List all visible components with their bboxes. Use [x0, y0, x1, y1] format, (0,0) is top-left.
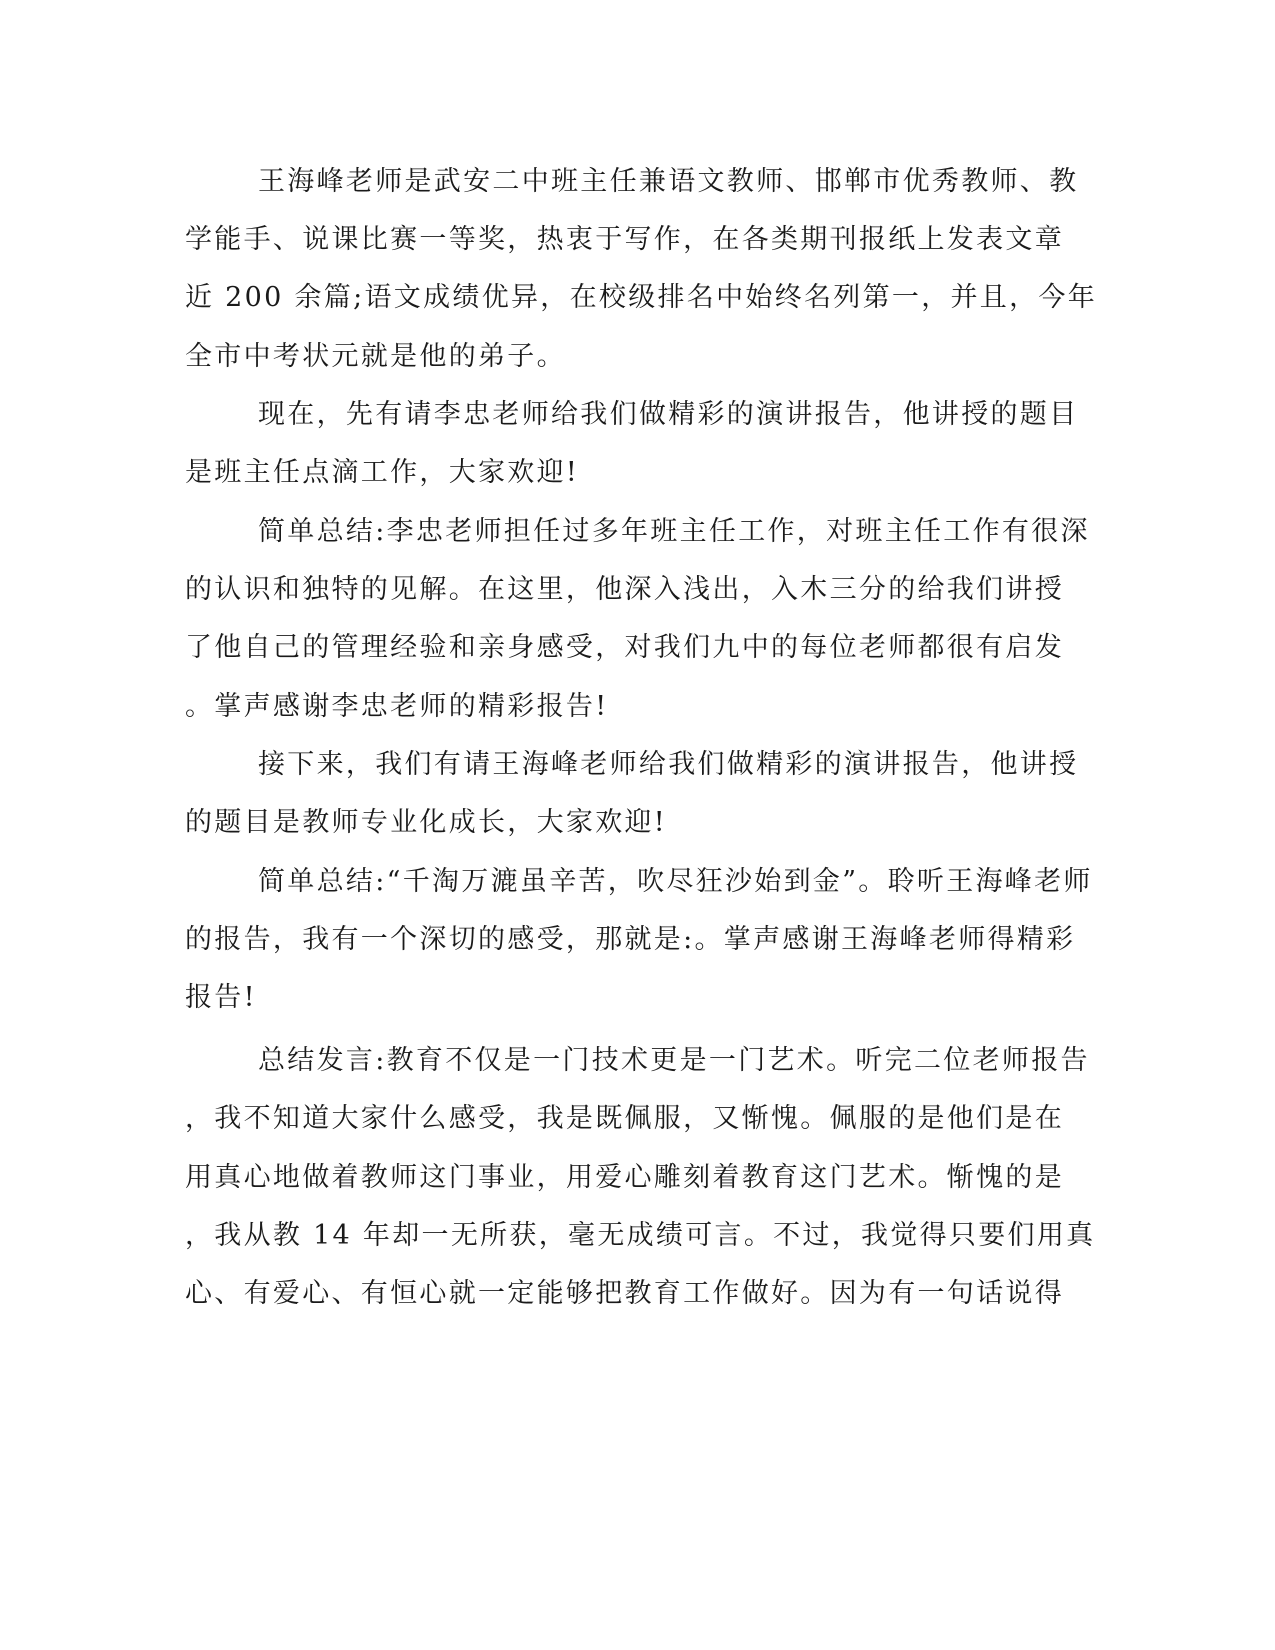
text-line: 。掌声感谢李忠老师的精彩报告! [185, 691, 609, 722]
text-line: 全市中考状元就是他的弟子。 [185, 341, 566, 372]
text-line: 简单总结:李忠老师担任过多年班主任工作，对班主任工作有很深 [258, 516, 1090, 547]
text-line: 学能手、说课比赛一等奖，热衷于写作，在各类期刊报纸上发表文章 [185, 224, 1064, 255]
text-line: 近 200 余篇;语文成绩优异，在校级排名中始终名列第一，并且，今年 [185, 282, 1097, 313]
text-line: 的题目是教师专业化成长，大家欢迎! [185, 807, 667, 838]
text-line: 是班主任点滴工作，大家欢迎! [185, 457, 580, 488]
text-line: ，我从教 14 年却一无所获，毫无成绩可言。不过，我觉得只要们用真 [185, 1220, 1096, 1251]
text-line: ，我不知道大家什么感受，我是既佩服，又惭愧。佩服的是他们是在 [185, 1103, 1064, 1134]
text-line: 的报告，我有一个深切的感受，那就是:。掌声感谢王海峰老师得精彩 [185, 924, 1076, 955]
text-line: 王海峰老师是武安二中班主任兼语文教师、邯郸市优秀教师、教 [258, 166, 1079, 197]
text-line: 接下来，我们有请王海峰老师给我们做精彩的演讲报告，他讲授 [258, 749, 1079, 780]
text-line: 的认识和独特的见解。在这里，他深入浅出，入木三分的给我们讲授 [185, 574, 1064, 605]
text-line: 了他自己的管理经验和亲身感受，对我们九中的每位老师都很有启发 [185, 632, 1064, 663]
text-line: 报告! [185, 982, 257, 1013]
text-line: 用真心地做着教师这门事业，用爱心雕刻着教育这门艺术。惭愧的是 [185, 1162, 1064, 1193]
text-line: 总结发言:教育不仅是一门技术更是一门艺术。听完二位老师报告 [258, 1045, 1090, 1076]
text-line: 心、有爱心、有恒心就一定能够把教育工作做好。因为有一句话说得 [185, 1278, 1064, 1309]
text-line: 简单总结:“千淘万漉虽辛苦，吹尽狂沙始到金”。聆听王海峰老师 [258, 866, 1093, 897]
text-line: 现在，先有请李忠老师给我们做精彩的演讲报告，他讲授的题目 [258, 399, 1079, 430]
